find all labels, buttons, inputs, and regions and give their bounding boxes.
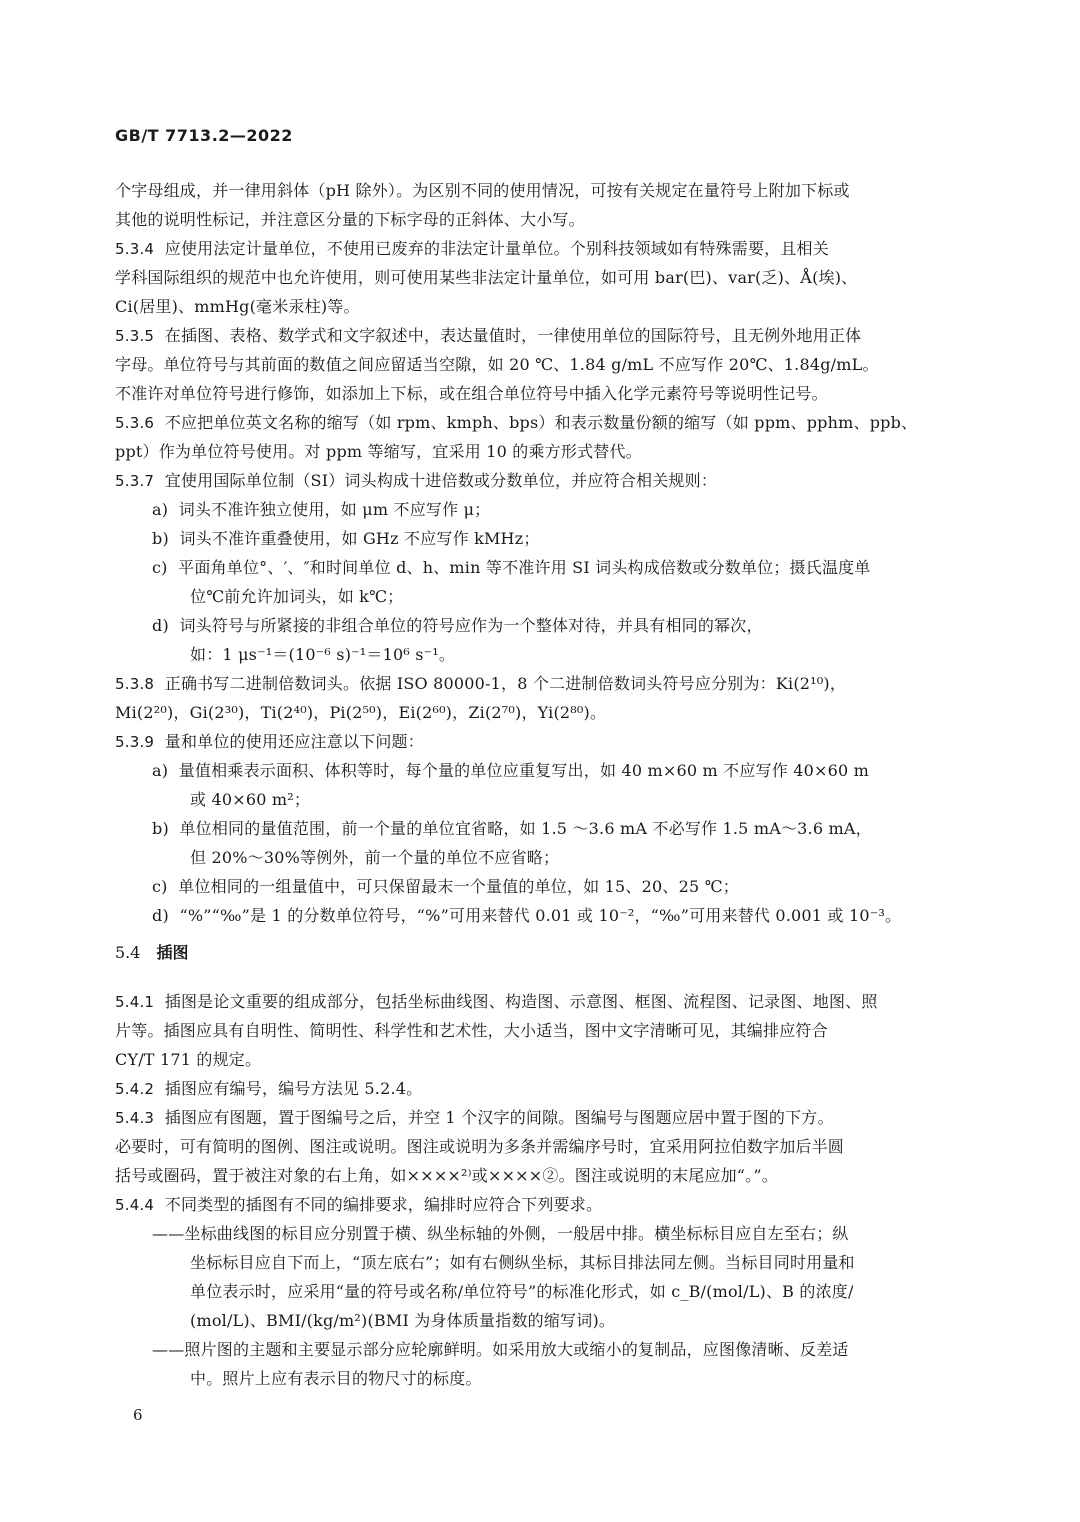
line-text: 个字母组成，并一律用斜体（pH 除外）。为区别不同的使用情况，可按有关规定在量符号上附加下标或 — [115, 181, 850, 200]
text-line — [115, 1074, 422, 1104]
line-text: a) 词头不准许独立使用，如 μm 不应写作 μ； — [152, 500, 491, 519]
text-line — [115, 1045, 261, 1074]
text-line — [115, 263, 857, 292]
clause-number: 5.4.2 — [115, 1080, 155, 1098]
line-text: CY/T 171 的规定。 — [115, 1050, 262, 1069]
text-line — [115, 350, 879, 379]
text-line — [152, 901, 901, 930]
clause-number: 5.3.4 — [115, 240, 155, 258]
text-line — [190, 1248, 855, 1277]
text-line — [152, 495, 490, 524]
line-text: 或 40×60 m²； — [190, 790, 311, 809]
line-text: 不同类型的插图有不同的编排要求，编排时应符合下列要求。 — [154, 1195, 603, 1214]
text-line — [190, 1364, 482, 1393]
text-line — [115, 669, 846, 699]
section-title: 插图 — [156, 943, 189, 962]
text-line — [115, 727, 424, 757]
line-text: 如：1 μs⁻¹＝(10⁻⁶ s)⁻¹＝10⁶ s⁻¹。 — [190, 645, 456, 664]
text-line — [115, 1190, 602, 1220]
text-line — [152, 756, 869, 785]
line-text: 但 20%～30%等例外，前一个量的单位不应省略； — [190, 848, 560, 867]
text-line — [190, 640, 455, 669]
text-line — [190, 1306, 615, 1335]
line-text: c) 单位相同的一组量值中，可只保留最末一个量值的单位，如 15、20、25 ℃； — [152, 877, 739, 896]
line-text: c) 平面角单位°、′、″和时间单位 d、h、min 等不准许用 SI 词头构成倍数或分数单位；摄氏温度单 — [152, 558, 871, 577]
line-text: 字母。单位符号与其前面的数值之间应留适当空隙，如 20 ℃、1.84 g/mL 不应写作 20℃、1.84g/mL。 — [115, 355, 879, 374]
clause-number: 5.3.9 — [115, 733, 155, 751]
text-line — [115, 987, 878, 1017]
line-text: d) “%”“‰”是 1 的分数单位符号，“%”可用来替代 0.01 或 10⁻²，“‰”可用来替代 0.001 或 10⁻³。 — [152, 906, 902, 925]
line-text: a) 量值相乘表示面积、体积等时，每个量的单位应重复写出，如 40 m×60 m 不应写作 40×60 m — [152, 761, 870, 780]
text-line — [190, 785, 310, 814]
text-line — [152, 814, 872, 843]
text-line — [152, 872, 739, 901]
text-line — [152, 553, 871, 582]
text-line — [115, 1016, 828, 1045]
section-heading — [115, 940, 188, 963]
line-text: 坐标标目应自下而上，“顶左底右”；如有右侧纵坐标，其标目排法同左侧。当标目同时用量和 — [190, 1253, 855, 1272]
line-text: 在插图、表格、数学式和文字叙述中，表达量值时，一律使用单位的国际符号，且无例外地用正体 — [154, 326, 862, 345]
page-number: 6 — [133, 1406, 143, 1424]
text-line — [115, 234, 829, 264]
text-line — [115, 379, 828, 408]
line-text: Mi(2²⁰)，Gi(2³⁰)，Ti(2⁴⁰)，Pi(2⁵⁰)，Ei(2⁶⁰)，Zi(2⁷⁰)，Yi(2⁸⁰)。 — [115, 703, 607, 722]
text-line — [115, 437, 642, 466]
line-text: 中。照片上应有表示目的物尺寸的标度。 — [190, 1369, 482, 1388]
text-line — [190, 1277, 854, 1306]
line-text: b) 词头不准许重叠使用，如 GHz 不应写作 kMHz； — [152, 529, 540, 548]
text-line — [115, 292, 360, 321]
text-line — [115, 408, 917, 438]
line-text: 括号或圈码，置于被注对象的右上角，如××××²⁾或××××②。图注或说明的末尾应加“。”。 — [115, 1166, 778, 1185]
text-line — [190, 582, 403, 611]
clause-number: 5.3.5 — [115, 327, 155, 345]
text-line — [115, 698, 606, 727]
line-text: 插图应有编号，编号方法见 5.2.4。 — [154, 1079, 423, 1098]
line-text: b) 单位相同的量值范围，前一个量的单位宜省略，如 1.5 ～3.6 mA 不必写作 1.5 mA～3.6 mA， — [152, 819, 872, 838]
section-number: 5.4 — [115, 943, 141, 962]
text-line — [152, 1335, 849, 1364]
line-text: ——坐标曲线图的标目应分别置于横、纵坐标轴的外侧，一般居中排。横坐标标目应自左至右；纵 — [152, 1224, 849, 1243]
line-text: (mol/L)、BMI/(kg/m²)(BMI 为身体质量指数的缩写词)。 — [190, 1311, 616, 1330]
clause-number: 5.3.7 — [115, 472, 155, 490]
line-text: 位℃前允许加词头，如 k℃； — [190, 587, 404, 606]
text-line — [115, 321, 861, 351]
line-text: 单位表示时，应采用“量的符号或名称/单位符号”的标准化形式，如 c_B/(mol/L)、B 的浓度/ — [190, 1282, 854, 1301]
clause-number: 5.3.8 — [115, 675, 155, 693]
text-line — [152, 1219, 849, 1248]
clause-number: 5.4.1 — [115, 993, 155, 1011]
line-text: 正确书写二进制倍数词头。依据 ISO 80000-1，8 个二进制倍数词头符号应分别为：Ki(2¹⁰)， — [154, 674, 847, 693]
line-text: 插图是论文重要的组成部分，包括坐标曲线图、构造图、示意图、框图、流程图、记录图、地图、照 — [154, 992, 878, 1011]
text-line — [115, 1161, 778, 1190]
clause-number: 5.4.4 — [115, 1196, 155, 1214]
line-text: d) 词头符号与所紧接的非组合单位的符号应作为一个整体对待，并具有相同的幂次， — [152, 616, 763, 635]
line-text: ppt）作为单位符号使用。对 ppm 等缩写，宜采用 10 的乘方形式替代。 — [115, 442, 642, 461]
text-line — [152, 524, 540, 553]
line-text: 插图应有图题，置于图编号之后，并空 1 个汉字的间隙。图编号与图题应居中置于图的下方。 — [154, 1108, 834, 1127]
text-line — [115, 176, 850, 205]
text-line — [115, 1132, 844, 1161]
line-text: 其他的说明性标记，并注意区分量的下标字母的正斜体、大小写。 — [115, 210, 585, 229]
line-text: Ci(居里)、mmHg(毫米汞柱)等。 — [115, 297, 360, 316]
line-text: ——照片图的主题和主要显示部分应轮廓鲜明。如采用放大或缩小的复制品，应图像清晰、反差适 — [152, 1340, 849, 1359]
line-text: 宜使用国际单位制（SI）词头构成十进倍数或分数单位，并应符合相关规则： — [154, 471, 718, 490]
line-text: 片等。插图应具有自明性、简明性、科学性和艺术性，大小适当，图中文字清晰可见，其编排应符合 — [115, 1021, 828, 1040]
document-number-header: GB/T 7713.2—2022 — [115, 126, 293, 145]
text-line — [190, 843, 559, 872]
text-line — [115, 1103, 834, 1133]
text-line — [115, 466, 717, 496]
line-text: 应使用法定计量单位，不使用已废弃的非法定计量单位。个别科技领域如有特殊需要，且相关 — [154, 239, 829, 258]
text-line — [115, 205, 585, 234]
line-text: 学科国际组织的规范中也允许使用，则可使用某些非法定计量单位，如可用 bar(巴)、var(乏)、Å(埃)、 — [115, 268, 858, 287]
clause-number: 5.4.3 — [115, 1109, 155, 1127]
line-text: 不应把单位英文名称的缩写（如 rpm、kmph、bps）和表示数量份额的缩写（如 ppm、pphm、ppb、 — [154, 413, 918, 432]
line-text: 必要时，可有简明的图例、图注或说明。图注或说明为多条并需编序号时，宜采用阿拉伯数字加后半圆 — [115, 1137, 845, 1156]
line-text: 量和单位的使用还应注意以下问题： — [154, 732, 424, 751]
text-line — [152, 611, 763, 640]
clause-number: 5.3.6 — [115, 414, 155, 432]
line-text: 不准许对单位符号进行修饰，如添加上下标，或在组合单位符号中插入化学元素符号等说明性记号。 — [115, 384, 828, 403]
